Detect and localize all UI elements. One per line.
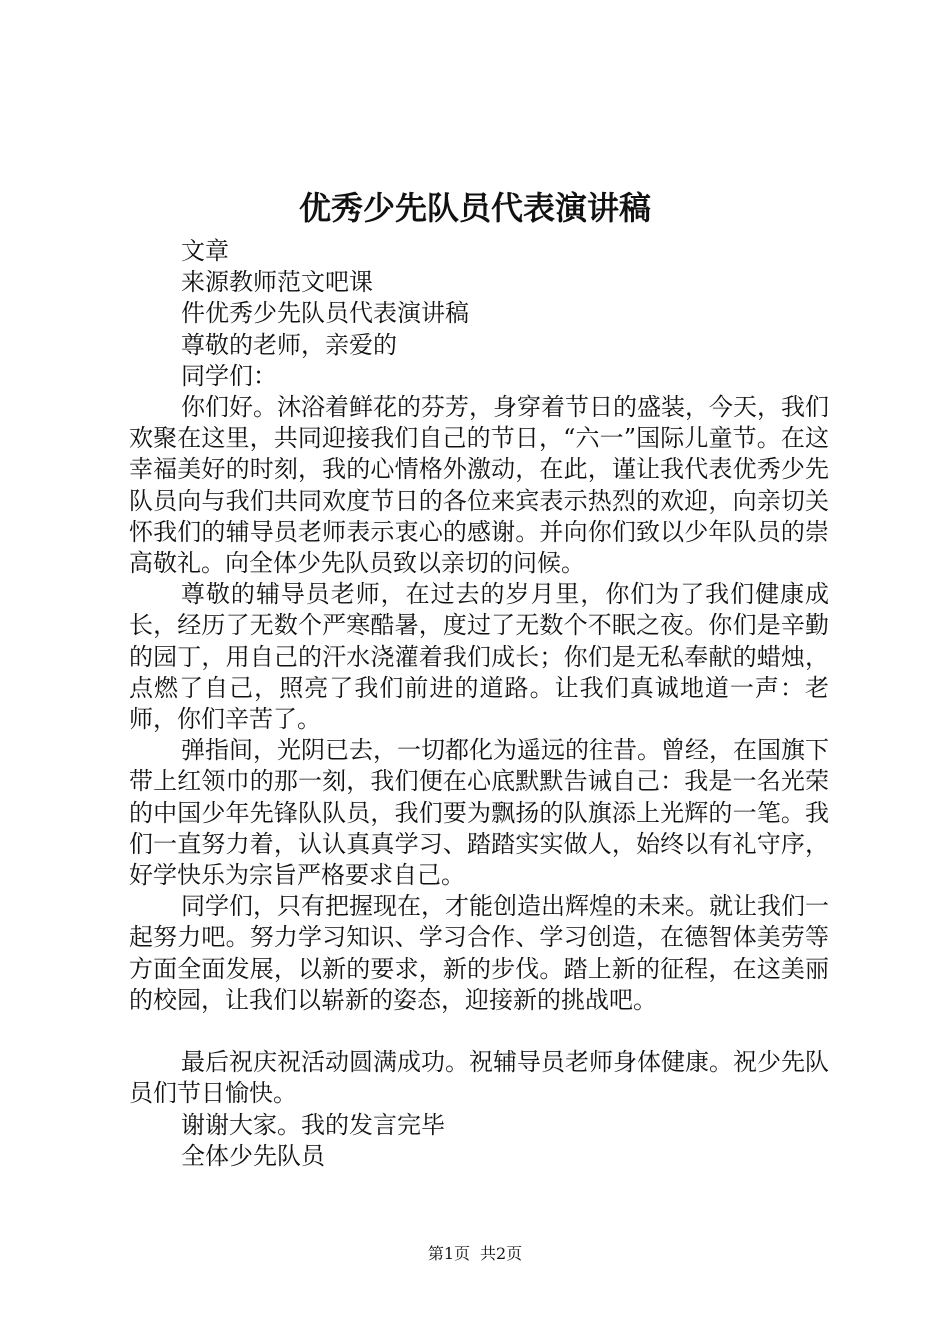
body-paragraph: 最后祝庆祝活动圆满成功。祝辅导员老师身体健康。祝少先队员们节日愉快。 [129, 1048, 829, 1108]
page-number-total: 共2页 [480, 1244, 523, 1263]
document-body [129, 236, 829, 1172]
body-paragraph: 你们好。沐浴着鲜花的芬芳，身穿着节日的盛装，今天，我们欢聚在这里，共同迎接我们自己的节日，“六一”国际儿童节。在这幸福美好的时刻，我的心情格外激动，在此，谨让我代表优秀少先队员向与我们共同欢度节日的各位来宾表示热烈的欢迎，向亲切关怀我们的辅导员老师表示衷心的感谢。并向你们致以少年队员的崇高敬礼。向全体少先队员致以亲切的问候。 [129, 393, 829, 578]
header-line: 文章 [181, 237, 229, 265]
body-paragraph: 弹指间，光阴已去，一切都化为遥远的往昔。曾经，在国旗下带上红领巾的那一刻，我们便在心底默默告诫自己：我是一名光荣的中国少年先锋队队员，我们要为飘扬的队旗添上光辉的一笔。我们一直努力着，认认真真学习、踏踏实实做人，始终以有礼守序，好学快乐为宗旨严格要求自己。 [129, 736, 829, 890]
page-number-current: 第1页 [427, 1244, 470, 1263]
page-footer [0, 1242, 950, 1266]
blank-line [129, 1016, 829, 1047]
salutation-line: 尊敬的老师，亲爱的 [181, 330, 397, 359]
body-paragraph: 尊敬的辅导员老师，在过去的岁月里，你们为了我们健康成长，经历了无数个严寒酷暑，度过了无数个不眠之夜。你们是辛勤的园丁，用自己的汗水浇灌着我们成长；你们是无私奉献的蜡烛，点燃了自己，照亮了我们前进的道路。让我们真诚地道一声：老师，你们辛苦了。 [129, 580, 829, 734]
salutation-line: 同学们： [181, 361, 277, 390]
body-paragraph: 同学们，只有把握现在，才能创造出辉煌的未来。就让我们一起努力吧。努力学习知识、学习合作、学习创造，在德智体美劳等方面全面发展，以新的要求，新的步伐。踏上新的征程，在这美丽的校园，让我们以崭新的姿态，迎接新的挑战吧。 [129, 892, 829, 1014]
document-title: 优秀少先队员代表演讲稿 [298, 189, 651, 227]
header-line: 来源教师范文吧课 [181, 268, 373, 297]
closing-line: 谢谢大家。我的发言完毕 [181, 1110, 445, 1139]
signature-line: 全体少先队员 [181, 1141, 325, 1170]
header-line: 件优秀少先队员代表演讲稿 [181, 299, 469, 328]
